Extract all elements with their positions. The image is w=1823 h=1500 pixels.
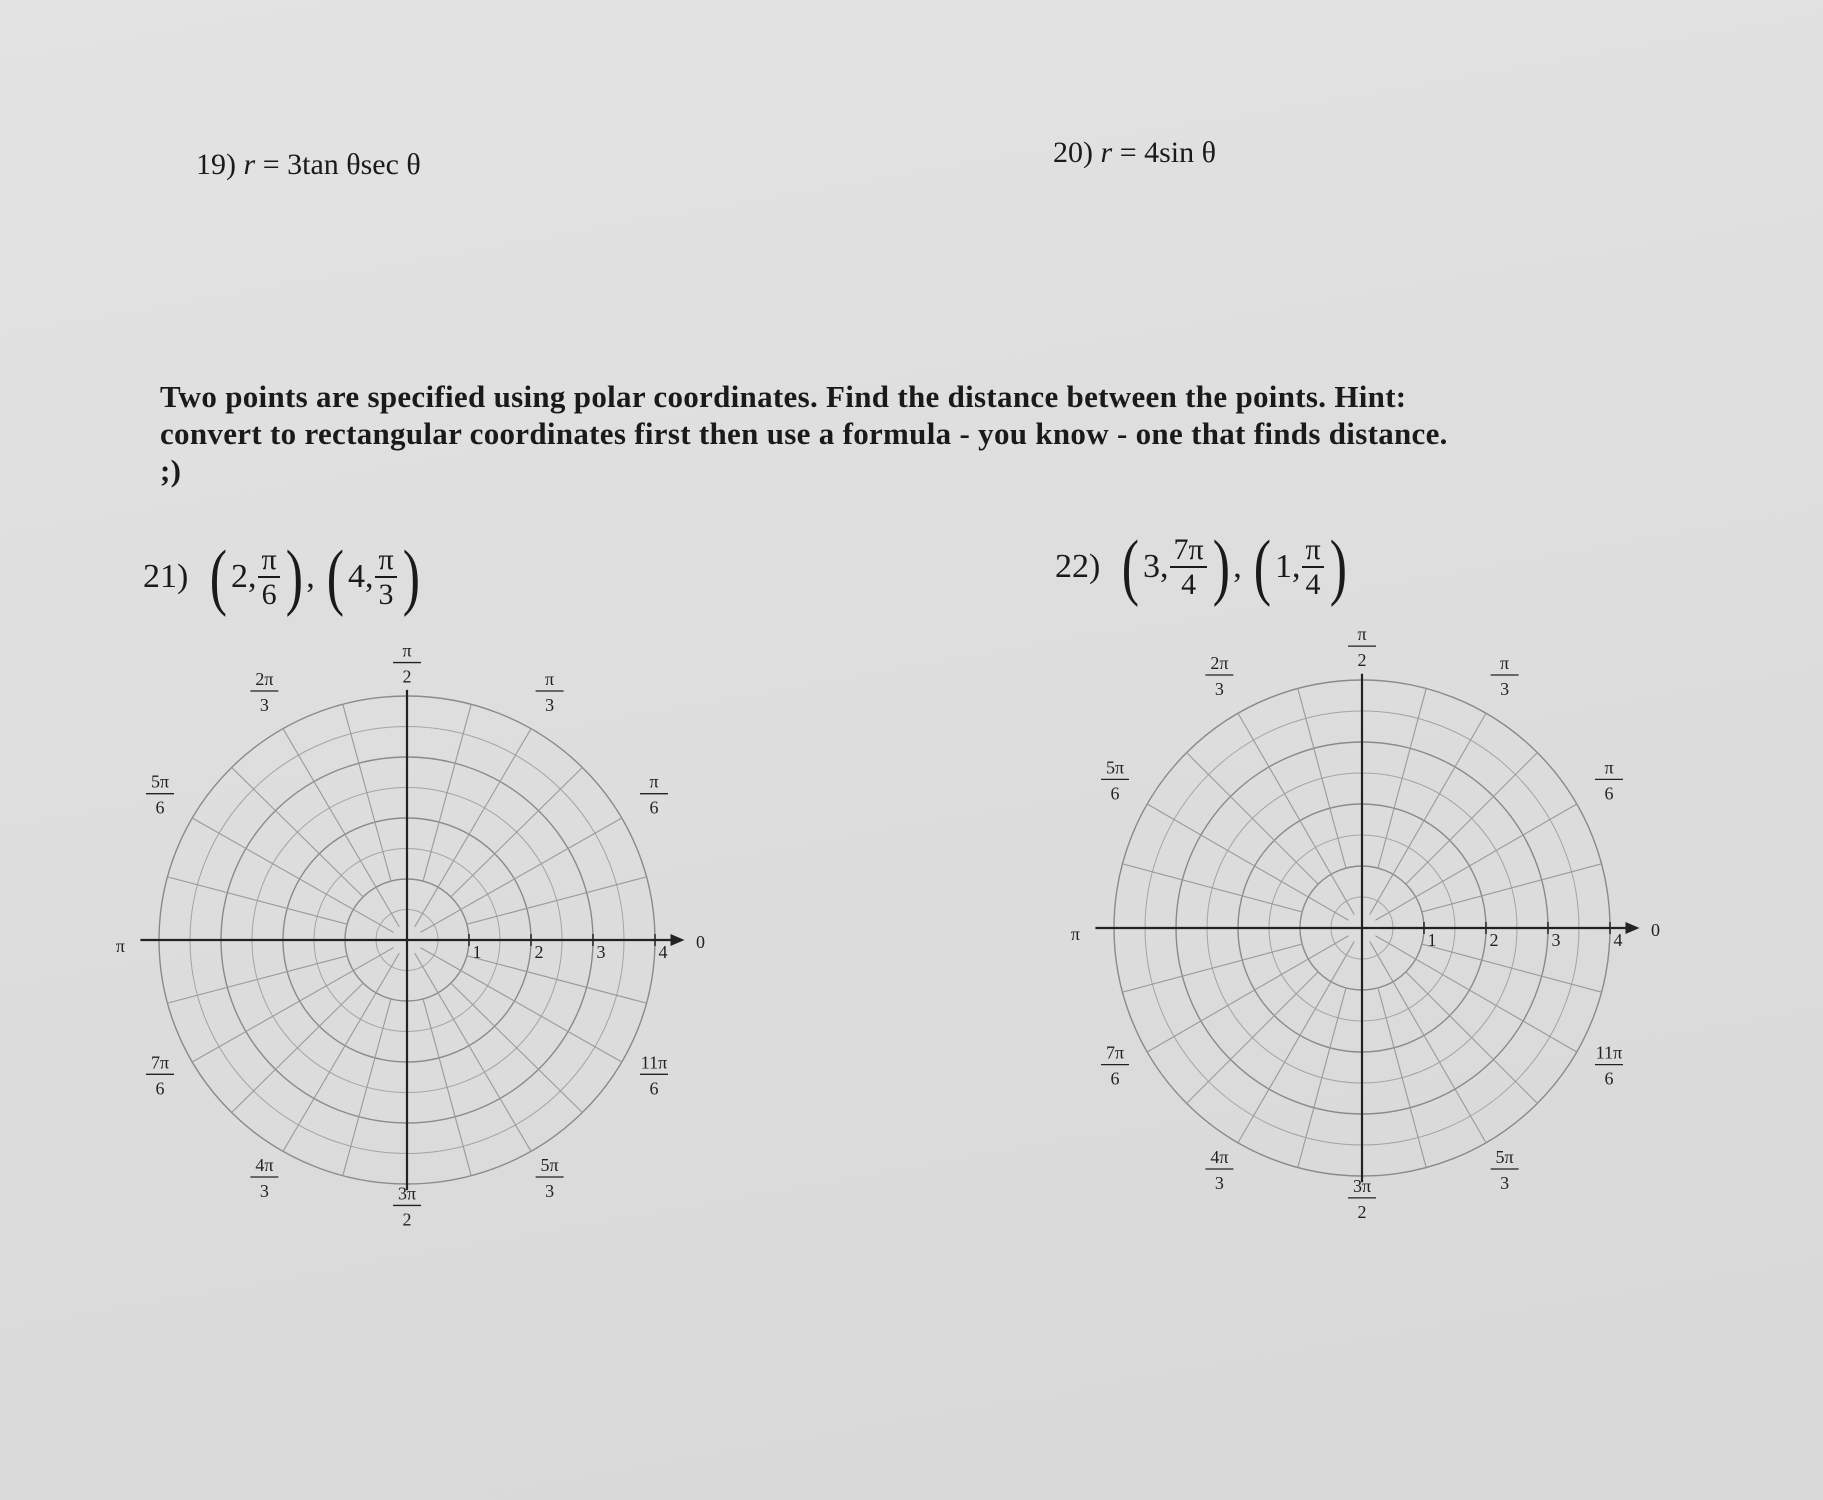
- grid22-spoke-195: [1122, 944, 1302, 992]
- grid22-spoke-165: [1122, 864, 1302, 912]
- grid21-spoke-255: [343, 999, 391, 1176]
- grid21-angle-7pi6-num: 7π: [150, 1052, 170, 1073]
- problem-22: 22) ( 3, $\frac{7\pi}{4}$ ) , ( 1, $\frac{\pi}{4}$ ): [1055, 526, 1347, 608]
- grid22-angle-11pi6-num: 11π: [1595, 1042, 1623, 1063]
- grid21-angle-11pi6-num: 11π: [640, 1052, 668, 1073]
- problem-22-p1-angle: $\frac{7\pi}{4}$: [1170, 533, 1206, 601]
- grid21-spoke-195: [167, 956, 347, 1003]
- grid21-radial-label-2: 2: [534, 942, 544, 962]
- problem-22-number: 22): [1055, 548, 1101, 585]
- grid22-angle-pi6-num: π: [1604, 757, 1614, 778]
- grid21-spoke-75: [423, 704, 471, 881]
- grid21-angle-5pi6-den: 6: [155, 797, 165, 818]
- grid22-angle-3pi2-den: 2: [1357, 1201, 1367, 1222]
- grid21-zero-label: 0: [696, 932, 705, 952]
- grid22-angle-2pi3-num: 2π: [1210, 653, 1229, 674]
- grid22-pi-label: π: [1070, 924, 1080, 944]
- instructions-line-2: convert to rectangular coordinates first then use a formula - you know - one that finds distance.: [160, 416, 1448, 451]
- problem-20-lhs: r: [1100, 136, 1113, 169]
- grid22-radial-label-4: 4: [1613, 930, 1623, 950]
- grid22-spoke-75: [1378, 688, 1426, 868]
- grid21-spoke-345: [467, 956, 647, 1003]
- problem-22-p1-r: 3,: [1142, 548, 1169, 585]
- grid22-zero-label: 0: [1651, 920, 1660, 940]
- grid22-angle-2pi3-den: 3: [1214, 679, 1224, 700]
- grid22-radial-label-1: 1: [1427, 930, 1437, 950]
- problem-21: 21) ( 2, $\frac{\pi}{6}$ ) , ( 4, $\frac{\pi}{3}$ ): [143, 536, 420, 618]
- grid22-angle-4pi3-num: 4π: [1210, 1146, 1229, 1167]
- grid21-spoke-15: [467, 877, 647, 924]
- problem-21-p1-angle: $\frac{\pi}{6}$: [258, 543, 279, 611]
- problem-22-p2-r: 1,: [1274, 548, 1301, 585]
- grid21-angle-pi6-den: 6: [649, 797, 659, 818]
- grid21-radial-label-4: 4: [658, 942, 668, 962]
- grid21-angle-5pi3-den: 3: [545, 1181, 555, 1202]
- grid22-angle-5pi3-den: 3: [1500, 1172, 1510, 1193]
- instructions-line-1: Two points are specified using polar coordinates. Find the distance between the points. Hint:: [160, 379, 1407, 414]
- problem-21-p2-r: 4,: [347, 558, 374, 595]
- grid22-angle-pi2-num: π: [1357, 624, 1367, 645]
- grid22-spoke-285: [1378, 988, 1426, 1168]
- grid22-angle-11pi6-den: 6: [1604, 1068, 1614, 1089]
- grid22-spoke-15: [1422, 864, 1602, 912]
- grid21-angle-5pi3-num: 5π: [540, 1155, 559, 1176]
- problem-20-number: 20): [1053, 136, 1093, 169]
- grid22-angle-pi2-den: 2: [1357, 650, 1367, 671]
- grid22-radial-label-2: 2: [1489, 930, 1499, 950]
- grid22-spoke-345: [1422, 944, 1602, 992]
- grid22-angle-3pi2-num: 3π: [1352, 1175, 1372, 1196]
- grid22-angle-5pi3-num: 5π: [1495, 1146, 1514, 1167]
- grid21-spoke-105: [343, 704, 391, 881]
- grid22-angle-5pi6-num: 5π: [1105, 757, 1125, 778]
- problem-19-rhs: = 3tan θsec θ: [262, 148, 421, 181]
- problem-20-rhs: = 4sin θ: [1119, 136, 1216, 169]
- grid21-angle-pi3-den: 3: [545, 694, 555, 715]
- grid21-spoke-165: [167, 877, 347, 924]
- grid21-angle-pi2-num: π: [402, 640, 412, 661]
- grid21-spoke-285: [423, 999, 471, 1176]
- problem-19-lhs: r: [243, 148, 256, 181]
- grid22-spoke-105: [1298, 688, 1346, 868]
- grid21-angle-pi3-num: π: [545, 668, 555, 689]
- grid21-angle-11pi6-den: 6: [649, 1078, 659, 1099]
- grid22-angle-7pi6-den: 6: [1110, 1068, 1120, 1089]
- grid22-radial-label-3: 3: [1551, 930, 1561, 950]
- grid22-angle-5pi6-den: 6: [1110, 783, 1120, 804]
- grid22-axis-arrow: [1626, 922, 1640, 934]
- grid21-angle-4pi3-den: 3: [259, 1181, 269, 1202]
- grid21-radial-label-1: 1: [472, 942, 482, 962]
- instructions-line-3: ;): [160, 453, 182, 488]
- problem-21-p2-angle: $\frac{\pi}{3}$: [375, 543, 396, 611]
- grid21-angle-2pi3-den: 3: [259, 694, 269, 715]
- problem-21-number: 21): [143, 558, 189, 595]
- grid22-spoke-255: [1298, 988, 1346, 1168]
- grid21-angle-3pi2-den: 2: [402, 1209, 412, 1230]
- grid21-angle-pi2-den: 2: [402, 666, 412, 687]
- grid22-angle-pi6-den: 6: [1604, 783, 1614, 804]
- grid21-angle-7pi6-den: 6: [155, 1078, 165, 1099]
- grid22-angle-pi3-num: π: [1500, 653, 1510, 674]
- grid21-angle-3pi2-num: 3π: [397, 1183, 417, 1204]
- grid22-angle-4pi3-den: 3: [1214, 1172, 1224, 1193]
- problem-19-number: 19): [196, 148, 236, 181]
- grid21-radial-label-3: 3: [596, 942, 606, 962]
- grid21-angle-pi6-num: π: [649, 771, 659, 792]
- grid21-angle-5pi6-num: 5π: [150, 771, 170, 792]
- grid21-angle-2pi3-num: 2π: [255, 668, 274, 689]
- grid21-angle-4pi3-num: 4π: [255, 1155, 274, 1176]
- problem-22-p2-angle: $\frac{\pi}{4}$: [1302, 533, 1323, 601]
- grid22-angle-pi3-den: 3: [1500, 679, 1510, 700]
- problem-21-p1-r: 2,: [230, 558, 257, 595]
- grid21-pi-label: π: [115, 936, 125, 956]
- grid22-angle-7pi6-num: 7π: [1105, 1042, 1125, 1063]
- grid21-axis-arrow: [671, 934, 685, 946]
